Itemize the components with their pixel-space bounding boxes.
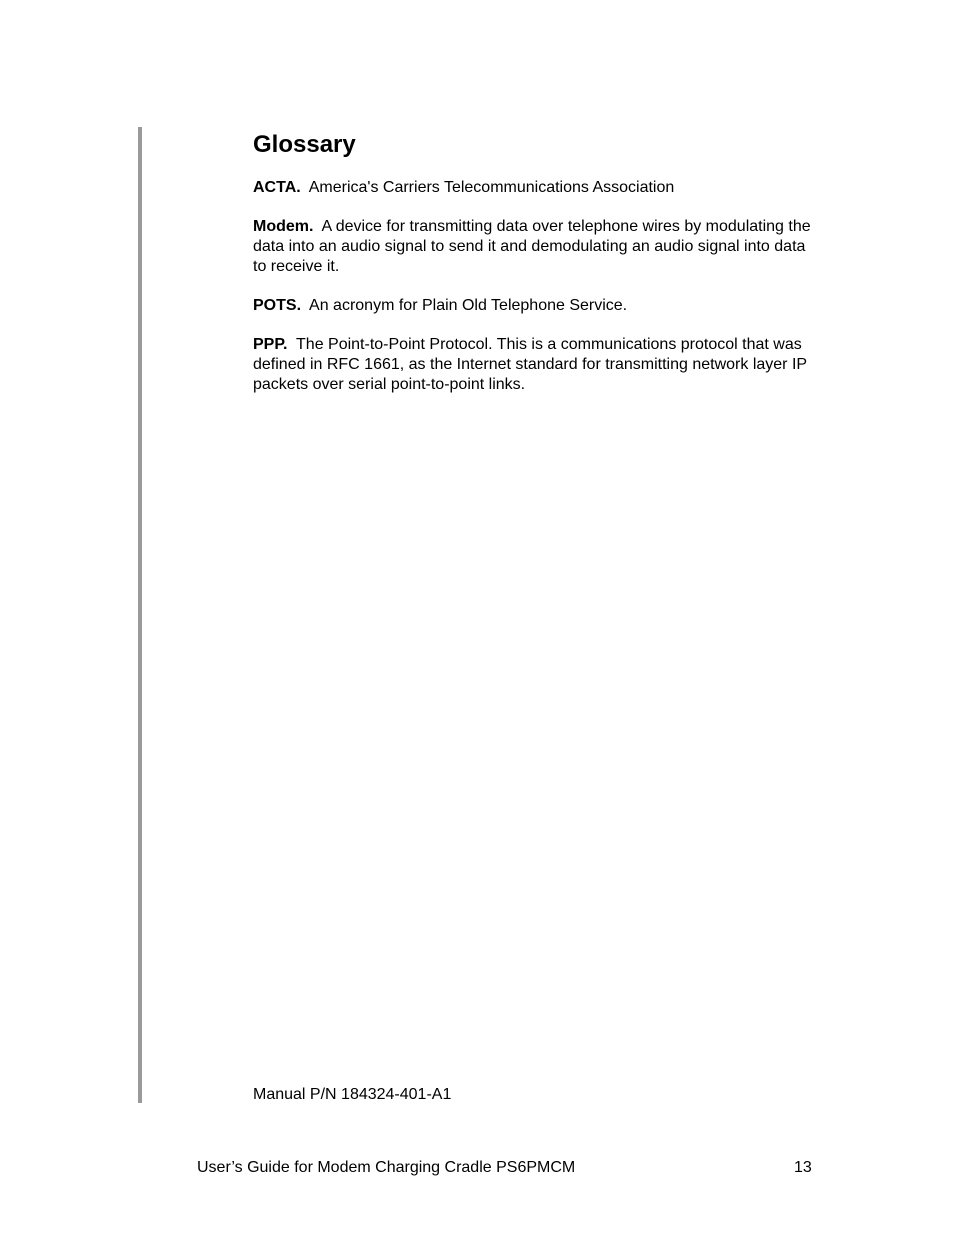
page-title: Glossary	[253, 131, 356, 158]
glossary-term: POTS.	[253, 297, 302, 314]
manual-part-number: Manual P/N 184324-401-A1	[253, 1086, 452, 1103]
glossary-entry-modem	[253, 217, 823, 277]
glossary-term: ACTA.	[253, 179, 301, 196]
glossary-entry-ppp	[253, 335, 823, 395]
glossary-definition: The Point-to-Point Protocol. This is a communications protocol that was defined in RFC 1661, as the Internet standard for transmitting network layer IP packets over serial point-to-point links.	[253, 336, 807, 393]
margin-rule	[138, 127, 142, 1103]
glossary-definition: An acronym for Plain Old Telephone Service.	[309, 297, 628, 314]
footer-page-number: 13	[794, 1159, 812, 1176]
glossary-definition: America's Carriers Telecommunications Association	[308, 179, 675, 196]
glossary-section	[253, 128, 823, 414]
glossary-entry-pots	[253, 296, 823, 316]
footer-guide-title: User’s Guide for Modem Charging Cradle PS6PMCM	[197, 1159, 576, 1176]
glossary-definition: A device for transmitting data over telephone wires by modulating the data into an audio signal to send it and demodulating an audio signal into data to receive it.	[253, 218, 811, 275]
glossary-term: PPP.	[253, 336, 288, 353]
glossary-term: Modem.	[253, 218, 314, 235]
glossary-entry-acta	[253, 178, 823, 198]
